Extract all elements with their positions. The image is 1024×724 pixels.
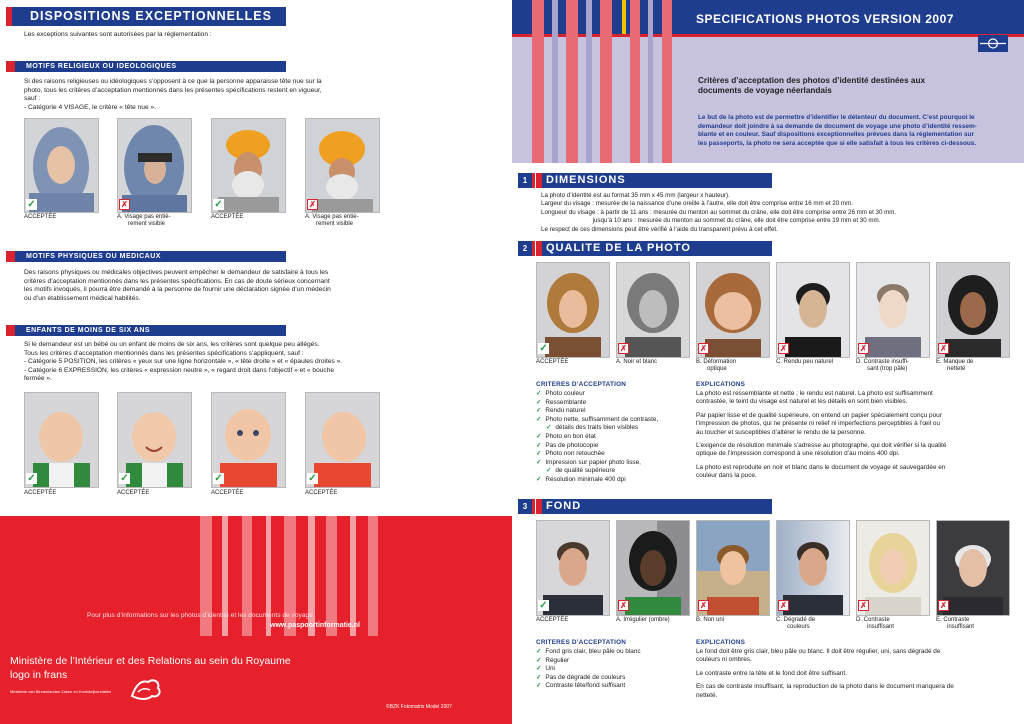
explanation-line: couleur dans la puce. (696, 472, 757, 480)
section-number-1: 1 (518, 173, 532, 188)
caption-background-1 (536, 617, 568, 624)
caption-line: optique (707, 366, 727, 373)
medical-text-line: les motifs invoqués, il pourra être demandé à la personne de fournir une déclaration signée d’un médecin (24, 286, 331, 294)
caption-quality-1 (536, 359, 568, 366)
caption-line: insuffisant (947, 624, 974, 631)
ministry-lion-logo-icon (128, 674, 164, 704)
decor-stripe (368, 516, 378, 636)
background-explanations (696, 648, 1016, 700)
cross-icon: ✗ (858, 600, 869, 611)
right-page (512, 0, 1024, 724)
lion-icon (128, 674, 164, 704)
criteria-item: ✓ Photo non retouchée (536, 450, 706, 459)
criteria-item: ✓ Photo nette, suffisamment de contraste, (536, 416, 706, 425)
religious-text (24, 78, 384, 112)
ministry-name-line1: Ministère de l’Intérieur et des Relations au sein du Royaume (10, 655, 291, 667)
children-text-line: Tous les critères d’acceptation mentionnés dans les présentes spécifications s’appliquent, sauf : (24, 349, 304, 357)
copyright-text: ©BZK Fotomatrix Model 2007 (386, 704, 452, 710)
medical-text-line: Des raisons physiques ou médicales objectives peuvent empêcher le demandeur de satisfaire à tous les (24, 269, 329, 276)
caption-religious-1 (24, 214, 56, 221)
caption-background-2 (616, 617, 670, 624)
footer-info-line: Pour plus d’informations sur les photos d’identité et les documents de voyage (87, 612, 313, 619)
caption-background-6 (936, 617, 974, 631)
header-decor-stripe (662, 0, 672, 163)
religious-text-line: - Catégorie 4 VISAGE, le critère « tête nue ». (24, 103, 156, 111)
caption-quality-5 (856, 359, 909, 373)
caption-line: A. Visage pas entiè- (117, 214, 171, 220)
header-title: SPECIFICATIONS PHOTOS VERSION 2007 (696, 12, 954, 26)
caption-line: E. Contraste (936, 617, 970, 623)
cross-icon: ✗ (307, 199, 318, 210)
dimensions-line: Le respect de ces dimensions peut être vérifié à l’aide du transparent prévu à cet effet. (541, 225, 778, 233)
criteria-item: ✓ Régulier (536, 657, 706, 666)
footer-url-link[interactable]: www.paspoortinformatie.nl (270, 622, 360, 629)
caption-line: ACCEPTÉE (536, 617, 569, 623)
criteria-item-continued (536, 424, 706, 433)
caption-background-3 (696, 617, 724, 624)
caption-quality-4 (776, 359, 833, 366)
background-criteria-heading: CRITERES D’ACCEPTATION (536, 639, 627, 646)
explanation-line: optique de l’impression correspond à une résolution d’au moins 400 dpi. (696, 450, 900, 458)
religious-text-line: sauf : (24, 95, 41, 103)
caption-quality-6 (936, 359, 973, 373)
caption-line: couleurs (787, 624, 810, 631)
medical-text-line: critères d’acceptation mentionnés dans les présentes spécifications. En cas de doute sérieux concernant (24, 277, 330, 285)
explanation-line: couleurs ni ombres. (696, 656, 752, 664)
quality-title: QUALITE DE LA PHOTO (546, 242, 691, 254)
criteria-item: ✓ Pas de dégradé de couleurs (536, 674, 706, 683)
children-heading: ENFANTS DE MOINS DE SIX ANS (6, 325, 286, 336)
criteria-item: ✓ Ressemblante (536, 399, 706, 408)
religious-heading: MOTIFS RELIGIEUX OU IDEOLOGIQUES (6, 61, 286, 72)
biometric-chip-icon (978, 35, 1008, 52)
caption-religious-2 (117, 214, 171, 228)
explanation-line: au toucher et susceptibles d’altérer le rendu de la personne. (696, 428, 866, 436)
header-decor-stripe (648, 0, 653, 163)
explanation-line: La photo est ressemblante et nette ; le rendu est naturel. La photo est suffisamment (696, 390, 933, 397)
criteria-item-text: détails des traits bien visibles (555, 424, 639, 432)
caption-line: netteté (947, 366, 966, 373)
caption-line: E. Manque de (936, 359, 974, 365)
caption-quality-3 (696, 359, 736, 373)
caption-line: D. Contraste insuffi- (856, 359, 909, 365)
cross-icon: ✗ (858, 343, 869, 354)
check-icon: ✓ (308, 473, 317, 484)
ministry-logo-small-text: Ministerie van Binnenlandse Zaken en Koninkrijksrelaties (10, 689, 112, 694)
check-icon: ✓ (27, 199, 36, 210)
cross-icon: ✗ (119, 199, 130, 210)
caption-line: C. Dégradé de (776, 617, 816, 623)
exceptions-title-bar (6, 7, 286, 26)
header-panel (512, 0, 1024, 163)
check-icon: ✓ (214, 473, 223, 484)
explanation-line: l’impression de photos, qui ne présente ni relief ni imperfections perceptibles à l’œil ou (696, 420, 941, 428)
header-decor-stripe (552, 0, 558, 163)
section-number-3: 3 (518, 499, 532, 514)
dimensions-title-bar (536, 173, 772, 188)
children-text (24, 341, 424, 384)
caption-line: D. Contraste (856, 617, 890, 623)
check-icon: ✓ (214, 199, 223, 210)
criteria-item: ✓ Résolution minimale 400 dpi (536, 476, 706, 485)
caption-quality-2 (616, 359, 657, 366)
children-text-line: fermée ». (24, 375, 52, 383)
criteria-item: ✓ Fond gris clair, bleu pâle ou blanc (536, 648, 706, 657)
header-decor-stripe (630, 0, 640, 163)
quality-title-bar (536, 241, 772, 256)
background-criteria-list (536, 648, 706, 691)
caption-baby-2: ACCEPTÉE (117, 490, 150, 496)
criteria-item: ✓ Photo en bon état (536, 433, 706, 442)
intro-paragraph (698, 114, 1018, 148)
background-title-bar (536, 499, 772, 514)
header-yellow-stripe (622, 0, 626, 34)
religious-text-line: photo, tous les critères d’acceptation mentionnés dans les présentes spécifications restent en vigueur, (24, 86, 322, 94)
dimensions-line: jusqu’à 10 ans : mesurée du menton au sommet du crâne, elle doit être comprise entre 19 mm et 30 mm. (541, 217, 881, 225)
cross-icon: ✗ (938, 600, 949, 611)
caption-religious-3 (211, 214, 243, 221)
chip-icon (978, 35, 1008, 52)
criteria-item-text: de qualité supérieure (555, 467, 616, 475)
caption-line: insuffisant (867, 624, 894, 631)
background-explanations-heading: EXPLICATIONS (696, 639, 746, 646)
caption-line: rement visible (316, 221, 354, 228)
check-icon: ✓ (539, 600, 548, 611)
cross-icon: ✗ (698, 343, 709, 354)
explanation-line: Par papier lisse et de qualité supérieure, on entend un papier spécialement conçu pour (696, 411, 942, 419)
caption-line: ACCEPTÉE (24, 214, 57, 220)
intro-line: blante et en couleur. Sauf dispositions exceptionnelles prévues dans la réglementation sur (698, 131, 974, 139)
background-title: FOND (546, 500, 582, 512)
explanation-line: L’exigence de résolution minimale s’adresse au photographe, qui doit vérifier si la qualité (696, 442, 947, 450)
ministry-name-line2: logo in frans (10, 669, 68, 681)
explanation-line: En cas de contraste insuffisant, la reproduction de la photo dans le document manquera de (696, 683, 954, 691)
criteria-item: ✓ Impression sur papier photo lisse, (536, 459, 706, 468)
caption-background-5 (856, 617, 894, 631)
caption-line: A. Noir et blanc (616, 359, 658, 365)
dimensions-line: Longueur du visage : à partir de 11 ans : mesurée du menton au sommet du crâne, elle doit être comprise entre 26 mm et 30 mm. (541, 208, 897, 216)
caption-line: ACCEPTÉE (536, 359, 569, 365)
cross-icon: ✗ (778, 343, 789, 354)
intro-line: Le but de la photo est de permettre d’identifier le détenteur du document. C’est pourquoi le (698, 114, 975, 121)
explanation-line: Le contraste entre la tête et le fond doit être suffisant. (696, 669, 847, 677)
criteria-item-continued (536, 467, 706, 476)
criteria-item: ✓ Photo couleur (536, 390, 706, 399)
cross-icon: ✗ (618, 343, 629, 354)
criteria-item: ✓ Pas de photocopie (536, 442, 706, 451)
caption-baby-3: ACCEPTÉE (211, 490, 244, 496)
decor-stripe (326, 516, 337, 636)
subtitle (698, 76, 925, 96)
exceptions-title: DISPOSITIONS EXCEPTIONNELLES (30, 9, 272, 23)
children-text-line: - Catégorie 6 EXPRESSION, les critères « expression neutre », « regard droit dans l’objectif » et « bouche (24, 366, 335, 374)
medical-heading: MOTIFS PHYSIQUES OU MEDICAUX (6, 251, 286, 262)
dimensions-line: La photo d’identité est au format 35 mm x 45 mm (largeur x hauteur). (541, 192, 730, 199)
caption-line: B. Déformation (696, 359, 737, 365)
religious-text-line: Si des raisons religieuses ou idéologiques s’opposent à ce que la personne apparaisse tête nue sur la (24, 78, 322, 85)
caption-line: A. Irrégulier (ombre) (616, 617, 670, 623)
header-decor-stripe (600, 0, 612, 163)
criteria-item: ✓ Rendu naturel (536, 407, 706, 416)
intro-line: demandeur doit joindre à sa demande de document de voyage une photo d’identité ressem- (698, 122, 977, 130)
caption-line: ACCEPTÉE (211, 214, 244, 220)
criteria-item: ✓ Uni (536, 665, 706, 674)
header-decor-stripe (566, 0, 578, 163)
subtitle-line: Critères d’acceptation des photos d’identité destinées aux (698, 76, 926, 85)
explanation-line: contrastée, le teint du visage est naturel et les détails en sont bien visibles. (696, 398, 908, 406)
check-icon: ✓ (27, 473, 36, 484)
subtitle-line: documents de voyage néerlandais (698, 86, 832, 95)
caption-line: C. Rendu peu naturel (776, 359, 834, 365)
header-decor-stripe (586, 0, 592, 163)
caption-line: rement visible (128, 221, 166, 228)
check-icon: ✓ (539, 343, 548, 354)
medical-text-line: ou d’un établissement médical habilités. (24, 294, 141, 302)
caption-line: sant (trop pâle) (867, 366, 908, 373)
exceptions-intro: Les exceptions suivantes sont autorisées par la réglementation : (24, 31, 212, 38)
decor-stripe (350, 516, 356, 636)
red-footer-panel (0, 516, 512, 724)
quality-criteria-list (536, 390, 706, 485)
caption-baby-4: ACCEPTÉE (305, 490, 338, 496)
section-number-2: 2 (518, 241, 532, 256)
quality-explanations-heading: EXPLICATIONS (696, 381, 746, 388)
explanation-line: netteté. (696, 691, 718, 699)
dimensions-line: Largeur du visage : mesurée de la naissance d’une oreille à l’autre, elle doit être comprise entre 16 mm et 20 mm. (541, 200, 853, 208)
cross-icon: ✗ (938, 343, 949, 354)
caption-baby-1: ACCEPTÉE (24, 490, 57, 496)
caption-religious-4 (305, 214, 359, 228)
intro-line: les passeports, la photo ne sera acceptée que si elle satisfait à tous les critères ci-dessous. (698, 139, 977, 147)
children-text-line: - Catégorie 5 POSITION, les critères « yeux sur une ligne horizontale », « tête droite » et « épaules droites ». (24, 358, 343, 366)
cross-icon: ✗ (618, 600, 629, 611)
cross-icon: ✗ (778, 600, 789, 611)
criteria-item: ✓ Contraste tête/fond suffisant (536, 682, 706, 691)
dimensions-text (541, 192, 1021, 234)
children-text-line: Si le demandeur est un bébé ou un enfant de moins de six ans, les critères sont quelque peu allégés. (24, 341, 320, 348)
caption-line: B. Non uni (696, 617, 725, 623)
check-icon: ✓ (120, 473, 129, 484)
caption-line: A. Visage pas entiè- (305, 214, 359, 220)
quality-criteria-heading: CRITERES D’ACCEPTATION (536, 381, 627, 388)
header-decor-stripe (532, 0, 544, 163)
quality-explanations (696, 390, 1016, 481)
caption-background-4 (776, 617, 815, 631)
cross-icon: ✗ (698, 600, 709, 611)
explanation-line: La photo est reproduite en noir et blanc dans le document de voyage et sauvegardée en (696, 463, 946, 471)
dimensions-title: DIMENSIONS (546, 174, 626, 186)
medical-text (24, 269, 404, 303)
explanation-line: Le fond doit être gris clair, bleu pâle ou blanc. Il doit être régulier, uni, sans dégradé de (696, 648, 941, 655)
